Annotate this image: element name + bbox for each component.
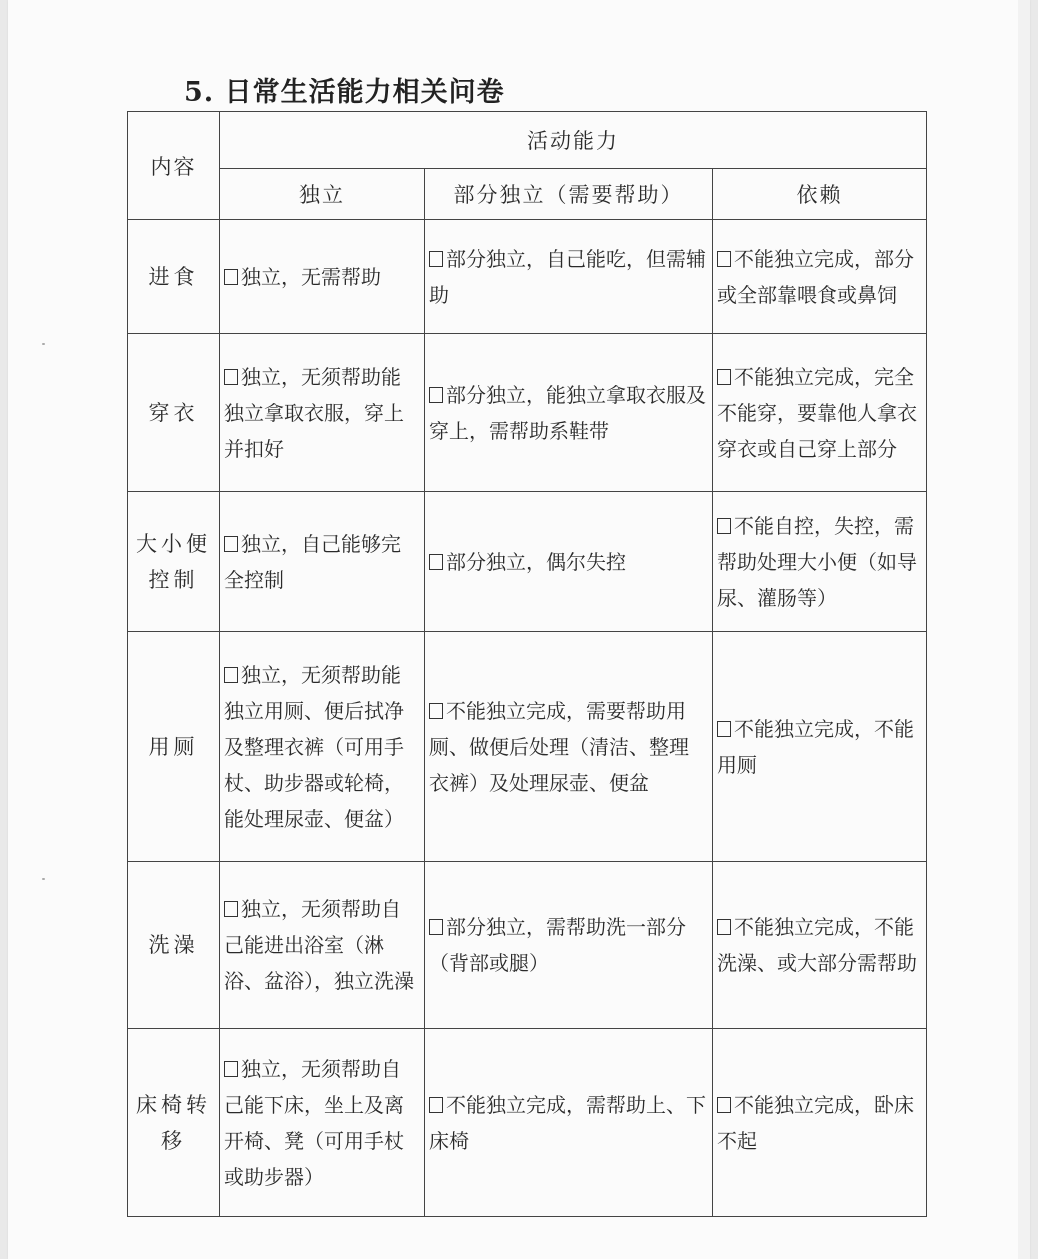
- cell-dependent: [713, 862, 927, 1029]
- table-row: [128, 334, 927, 492]
- checkbox[interactable]: [717, 919, 731, 935]
- cell-partial: [425, 862, 713, 1029]
- cell-text: 独立，无须帮助能独立用厕、便后拭净及整理衣裤（可用手杖、助步器或轮椅，能处理尿壶、便盆）: [224, 662, 404, 831]
- cell-text: 独立，无需帮助: [241, 264, 381, 289]
- cell-partial: [425, 632, 713, 862]
- table-row: [128, 862, 927, 1029]
- checkbox[interactable]: [429, 703, 443, 719]
- table-row: [128, 220, 927, 334]
- cell-text: 不能独立完成，卧床不起: [717, 1092, 914, 1153]
- cell-text: 不能自控，失控，需帮助处理大小便（如导尿、灌肠等）: [717, 513, 917, 610]
- header-content: 内容: [128, 112, 220, 220]
- cell-text: 部分独立，能独立拿取衣服及穿上，需帮助系鞋带: [429, 382, 706, 443]
- table-row: [128, 492, 927, 632]
- cell-independent: [220, 492, 425, 632]
- table-row: [128, 1029, 927, 1217]
- cell-text: 部分独立，偶尔失控: [446, 549, 626, 574]
- cell-text: 不能独立完成，部分或全部靠喂食或鼻饲: [717, 246, 914, 307]
- cell-text: 部分独立，需帮助洗一部分（背部或腿）: [429, 915, 686, 975]
- header-row-top: [128, 112, 927, 169]
- cell-text: 不能独立完成，不能用厕: [717, 716, 914, 777]
- cell-partial: [425, 1029, 713, 1217]
- checkbox[interactable]: [429, 554, 443, 570]
- cell-independent: [220, 862, 425, 1029]
- cell-independent: [220, 632, 425, 862]
- header-activity: 活动能力: [220, 112, 927, 169]
- cell-independent: [220, 220, 425, 334]
- row-item: 床椅转移: [128, 1029, 220, 1217]
- checkbox[interactable]: [224, 667, 238, 683]
- cell-text: 独立，无须帮助自己能进出浴室（淋浴、盆浴），独立洗澡: [224, 897, 414, 993]
- cell-text: 不能独立完成，需帮助上、下床椅: [429, 1092, 706, 1153]
- row-item: 用厕: [128, 632, 220, 862]
- checkbox[interactable]: [429, 251, 443, 267]
- cell-dependent: [713, 632, 927, 862]
- checkbox[interactable]: [224, 901, 238, 917]
- checkbox[interactable]: [429, 919, 443, 935]
- scan-speck: [42, 343, 45, 345]
- row-item: 大小便控制: [128, 492, 220, 632]
- checkbox[interactable]: [717, 251, 731, 267]
- row-item: 进食: [128, 220, 220, 334]
- cell-partial: [425, 220, 713, 334]
- checkbox[interactable]: [429, 1097, 443, 1113]
- adl-questionnaire-table: [127, 111, 927, 1217]
- scan-speck: [42, 878, 45, 880]
- header-partial: 部分独立（需要帮助）: [425, 169, 713, 220]
- checkbox[interactable]: [224, 536, 238, 552]
- page-edge: [1018, 0, 1030, 1259]
- header-dependent: 依赖: [713, 169, 927, 220]
- table-row: [128, 632, 927, 862]
- cell-text: 独立，自己能够完全控制: [224, 531, 401, 592]
- cell-text: 不能独立完成，不能洗澡、或大部分需帮助: [717, 915, 917, 975]
- cell-text: 部分独立，自己能吃，但需辅助: [429, 246, 706, 307]
- header-row-sub: [128, 169, 927, 220]
- cell-independent: [220, 334, 425, 492]
- checkbox[interactable]: [717, 721, 731, 737]
- cell-text: 独立，无须帮助自己能下床，坐上及离开椅、凳（可用手杖或助步器）: [224, 1056, 404, 1189]
- checkbox[interactable]: [224, 1061, 238, 1077]
- checkbox[interactable]: [717, 369, 731, 385]
- cell-partial: [425, 492, 713, 632]
- cell-text: 独立，无须帮助能独立拿取衣服，穿上并扣好: [224, 364, 404, 461]
- cell-dependent: [713, 492, 927, 632]
- checkbox[interactable]: [717, 518, 731, 534]
- row-item: 穿衣: [128, 334, 220, 492]
- cell-text: 不能独立完成，完全不能穿，要靠他人拿衣穿衣或自己穿上部分: [717, 364, 917, 461]
- document-title: 5. 日常生活能力相关问卷: [184, 77, 505, 108]
- cell-partial: [425, 334, 713, 492]
- cell-independent: [220, 1029, 425, 1217]
- checkbox[interactable]: [224, 369, 238, 385]
- checkbox[interactable]: [717, 1097, 731, 1113]
- cell-dependent: [713, 334, 927, 492]
- header-independent: 独立: [220, 169, 425, 220]
- cell-dependent: [713, 1029, 927, 1217]
- checkbox[interactable]: [429, 387, 443, 403]
- cell-text: 不能独立完成，需要帮助用厕、做便后处理（清洁、整理衣裤）及处理尿壶、便盆: [429, 698, 689, 795]
- row-item: 洗澡: [128, 862, 220, 1029]
- cell-dependent: [713, 220, 927, 334]
- checkbox[interactable]: [224, 269, 238, 285]
